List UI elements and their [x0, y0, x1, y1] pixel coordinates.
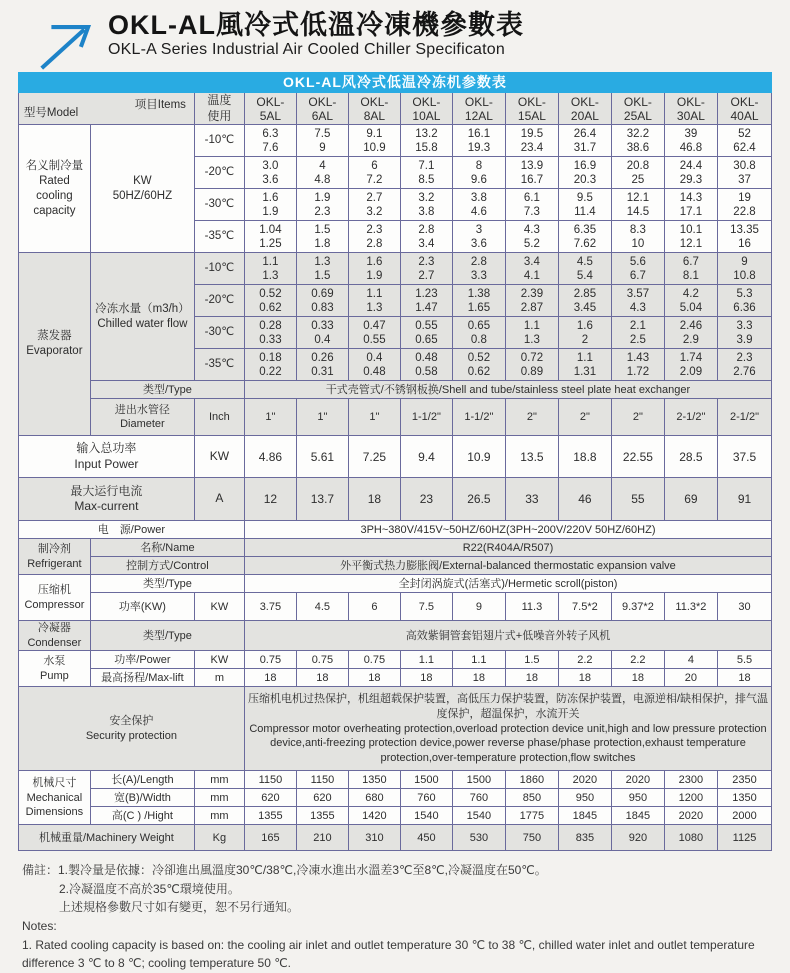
value-cell: OKL- 40AL — [717, 93, 771, 125]
table-row — [18, 478, 771, 521]
value-cell: OKL- 12AL — [452, 93, 505, 125]
pump-power-label: 功率/Power — [90, 651, 194, 669]
value-cell: 1150 — [296, 771, 348, 789]
value-cell: 0.28 0.33 — [244, 317, 296, 349]
value-cell: 9.37*2 — [611, 593, 664, 621]
value-cell: OKL- 6AL — [296, 93, 348, 125]
value-cell: 1-1/2" — [452, 399, 505, 436]
value-cell: 1.23 1.47 — [400, 285, 452, 317]
value-cell: 1350 — [717, 789, 771, 807]
table-row — [18, 771, 771, 789]
table-row — [18, 539, 771, 557]
refrigerant-control-label: 控制方式/Control — [90, 557, 244, 575]
value-cell: 1200 — [664, 789, 717, 807]
value-cell: OKL- 5AL — [244, 93, 296, 125]
evaporator-type-value: 干式壳管式/不锈钢板换/Shell and tube/stainless steel plate heat exchanger — [244, 381, 771, 399]
page-title: OKL-AL風冷式低溫冷凍機參數表 — [108, 10, 524, 40]
value-cell: 6.7 8.1 — [664, 253, 717, 285]
refrigerant-name-label: 名称/Name — [90, 539, 244, 557]
note-line-zh2: 2.冷凝溫度不高於35℃環境使用。 — [59, 881, 240, 896]
height-label: 高(C ) /Hight — [90, 807, 194, 825]
table-row — [18, 399, 771, 436]
value-cell: 1" — [296, 399, 348, 436]
value-cell: 1775 — [505, 807, 558, 825]
table-row — [18, 789, 771, 807]
value-cell: 26.5 — [452, 478, 505, 521]
value-cell: 28.5 — [664, 436, 717, 478]
value-cell: 18 — [558, 669, 611, 687]
value-cell: 0.48 0.58 — [400, 349, 452, 381]
value-cell: 16.1 19.3 — [452, 125, 505, 157]
value-cell: 4 — [664, 651, 717, 669]
value-cell: 1.5 — [505, 651, 558, 669]
value-cell: 7.5 9 — [296, 125, 348, 157]
pump-label: 水泵 Pump — [18, 651, 90, 687]
value-cell: 1.1 1.3 — [505, 317, 558, 349]
value-cell: 950 — [558, 789, 611, 807]
page-subtitle: OKL-A Series Industrial Air Cooled Chiller Specificaton — [108, 41, 505, 59]
value-cell: 2300 — [664, 771, 717, 789]
table-row — [18, 651, 771, 669]
table-row — [18, 436, 771, 478]
pump-lift-unit: m — [194, 669, 244, 687]
value-cell: 9.4 — [400, 436, 452, 478]
value-cell: 16.9 20.3 — [558, 157, 611, 189]
evaporator-label: 蒸发器 Evaporator — [18, 253, 90, 436]
value-cell: 1.3 1.5 — [296, 253, 348, 285]
note-line-en1: 1. Rated cooling capacity is based on: the cooling air inlet and outlet temperature 30 ℃ to 38 ℃, chilled water inlet and outlet temperature difference 3 ℃ to 8 ℃; cooling temperature 50 ℃. — [22, 937, 755, 971]
value-cell: OKL- 25AL — [611, 93, 664, 125]
value-cell: 1.6 2 — [558, 317, 611, 349]
condenser-type-value: 高效紫铜管套铝翅片式+低噪音外转子风机 — [244, 621, 771, 651]
value-cell: 165 — [244, 825, 296, 851]
value-cell: 2.3 2.76 — [717, 349, 771, 381]
value-cell: 0.52 0.62 — [452, 349, 505, 381]
value-cell: 91 — [717, 478, 771, 521]
value-cell: 9 — [452, 593, 505, 621]
value-cell: 52 62.4 — [717, 125, 771, 157]
security-protection-label: 安全保护 Security protection — [18, 687, 244, 771]
value-cell: 3.2 3.8 — [400, 189, 452, 221]
value-cell: OKL- 30AL — [664, 93, 717, 125]
value-cell: 1540 — [452, 807, 505, 825]
value-cell: 2.39 2.87 — [505, 285, 558, 317]
value-cell: 1.1 — [452, 651, 505, 669]
value-cell: 18 — [296, 669, 348, 687]
compressor-power-unit: KW — [194, 593, 244, 621]
notes-section — [0, 851, 790, 973]
pump-power-unit: KW — [194, 651, 244, 669]
table-title: OKL-AL风冷式低温冷冻机参数表 — [18, 73, 771, 93]
value-cell: 30.8 37 — [717, 157, 771, 189]
temp-cell: -10℃ — [194, 253, 244, 285]
condenser-label: 冷凝器 Condenser — [18, 621, 90, 651]
value-cell: 1845 — [558, 807, 611, 825]
table-header-row — [18, 93, 771, 125]
security-protection-text — [244, 687, 771, 771]
value-cell: 0.75 — [348, 651, 400, 669]
temp-cell: -30℃ — [194, 317, 244, 349]
value-cell: 1150 — [244, 771, 296, 789]
value-cell: 18 — [348, 478, 400, 521]
compressor-type-value: 全封闭涡旋式(活塞式)/Hermetic scroll(piston) — [244, 575, 771, 593]
power-supply-label: 电 源/Power — [18, 521, 244, 539]
value-cell: 3.0 3.6 — [244, 157, 296, 189]
value-cell: 13.2 15.8 — [400, 125, 452, 157]
value-cell: 23 — [400, 478, 452, 521]
value-cell: 1500 — [452, 771, 505, 789]
value-cell: 18.8 — [558, 436, 611, 478]
value-cell: 9.5 11.4 — [558, 189, 611, 221]
value-cell: 6 7.2 — [348, 157, 400, 189]
value-cell: 19 22.8 — [717, 189, 771, 221]
refrigerant-control-value: 外平衡式热力膨胀阀/External-balanced thermostatic expansion valve — [244, 557, 771, 575]
value-cell: 2.3 2.7 — [400, 253, 452, 285]
value-cell: 26.4 31.7 — [558, 125, 611, 157]
value-cell: 1.6 1.9 — [244, 189, 296, 221]
value-cell: 0.26 0.31 — [296, 349, 348, 381]
value-cell: 3.75 — [244, 593, 296, 621]
value-cell: 1540 — [400, 807, 452, 825]
diameter-unit: Inch — [194, 399, 244, 436]
value-cell: 0.65 0.8 — [452, 317, 505, 349]
value-cell: 18 — [348, 669, 400, 687]
value-cell: 1.43 1.72 — [611, 349, 664, 381]
value-cell: 4.5 — [296, 593, 348, 621]
value-cell: 37.5 — [717, 436, 771, 478]
value-cell: OKL- 8AL — [348, 93, 400, 125]
height-unit: mm — [194, 807, 244, 825]
value-cell: 1.38 1.65 — [452, 285, 505, 317]
value-cell: 4.86 — [244, 436, 296, 478]
model-items-diagonal-cell — [18, 93, 194, 125]
value-cell: 0.52 0.62 — [244, 285, 296, 317]
note-line-zh1: 備註：1.製冷量是依據：冷卻進出風溫度30℃/38℃,冷凍水進出水溫差3℃至8℃,冷凝溫度在50℃。 — [22, 863, 547, 878]
value-cell: 850 — [505, 789, 558, 807]
spec-table — [18, 72, 772, 851]
value-cell: 18 — [717, 669, 771, 687]
value-cell: 1350 — [348, 771, 400, 789]
value-cell: 2.2 — [611, 651, 664, 669]
value-cell: 2" — [558, 399, 611, 436]
table-row — [18, 825, 771, 851]
value-cell: 1080 — [664, 825, 717, 851]
table-row — [18, 73, 771, 93]
value-cell: 9.1 10.9 — [348, 125, 400, 157]
value-cell: 1.5 1.8 — [296, 221, 348, 253]
value-cell: 11.3 — [505, 593, 558, 621]
value-cell: 20.8 25 — [611, 157, 664, 189]
security-text-zh: 压缩机电机过热保护，机组超载保护装置，高低压力保护装置，防冻保护装置，电源逆相/缺相保护，排气温度保护，超温保护，水流开关 — [247, 693, 769, 720]
value-cell: 310 — [348, 825, 400, 851]
evaporator-type-label: 类型/Type — [90, 381, 244, 399]
value-cell: 1.1 1.3 — [348, 285, 400, 317]
value-cell: 13.9 16.7 — [505, 157, 558, 189]
value-cell: 22.55 — [611, 436, 664, 478]
value-cell: 6.3 7.6 — [244, 125, 296, 157]
value-cell: 18 — [452, 669, 505, 687]
value-cell: 2020 — [558, 771, 611, 789]
value-cell: 6 — [348, 593, 400, 621]
value-cell: 1-1/2" — [400, 399, 452, 436]
table-row — [18, 687, 771, 771]
power-supply-value: 3PH~380V/415V~50HZ/60HZ(3PH~200V/220V 50HZ/60HZ) — [244, 521, 771, 539]
value-cell: 0.55 0.65 — [400, 317, 452, 349]
value-cell: 2.7 3.2 — [348, 189, 400, 221]
table-row — [18, 381, 771, 399]
value-cell: 2.46 2.9 — [664, 317, 717, 349]
value-cell: 33 — [505, 478, 558, 521]
value-cell: 1125 — [717, 825, 771, 851]
value-cell: 750 — [505, 825, 558, 851]
value-cell: 1.1 — [400, 651, 452, 669]
rated-cooling-capacity-label: 名义制冷量 Rated cooling capacity — [18, 125, 90, 253]
value-cell: 1355 — [296, 807, 348, 825]
value-cell: 18 — [505, 669, 558, 687]
refrigerant-name-value: R22(R404A/R507) — [244, 539, 771, 557]
value-cell: 0.75 — [244, 651, 296, 669]
value-cell: 1355 — [244, 807, 296, 825]
value-cell: 835 — [558, 825, 611, 851]
value-cell: 13.35 16 — [717, 221, 771, 253]
table-row — [18, 575, 771, 593]
compressor-power-label: 功率(KW) — [90, 593, 194, 621]
value-cell: 10.1 12.1 — [664, 221, 717, 253]
pump-lift-label: 最高扬程/Max-lift — [90, 669, 194, 687]
value-cell: 2000 — [717, 807, 771, 825]
value-cell: 7.1 8.5 — [400, 157, 452, 189]
value-cell: 0.33 0.4 — [296, 317, 348, 349]
value-cell: 55 — [611, 478, 664, 521]
compressor-label: 压缩机 Compressor — [18, 575, 90, 621]
value-cell: 0.69 0.83 — [296, 285, 348, 317]
value-cell: 24.4 29.3 — [664, 157, 717, 189]
temp-cell: -35℃ — [194, 349, 244, 381]
width-label: 宽(B)/Width — [90, 789, 194, 807]
value-cell: 0.47 0.55 — [348, 317, 400, 349]
input-power-unit: KW — [194, 436, 244, 478]
value-cell: 0.75 — [296, 651, 348, 669]
chilled-water-flow-label: 冷冻水量（m3/h） Chilled water flow — [90, 253, 194, 381]
value-cell: OKL- 10AL — [400, 93, 452, 125]
value-cell: 2020 — [664, 807, 717, 825]
width-unit: mm — [194, 789, 244, 807]
temp-cell: -10℃ — [194, 125, 244, 157]
value-cell: 46 — [558, 478, 611, 521]
value-cell: 4.5 5.4 — [558, 253, 611, 285]
value-cell: 1845 — [611, 807, 664, 825]
table-row — [18, 621, 771, 651]
value-cell: 14.3 17.1 — [664, 189, 717, 221]
value-cell: 20 — [664, 669, 717, 687]
table-row — [18, 521, 771, 539]
refrigerant-label: 制冷剂 Refrigerant — [18, 539, 90, 575]
value-cell: 18 — [244, 669, 296, 687]
note-line-en-head: Notes: — [22, 918, 57, 933]
mechanical-dimensions-label: 机械尺寸 Mechanical Dimensions — [18, 771, 90, 825]
value-cell: 7.25 — [348, 436, 400, 478]
value-cell: 1420 — [348, 807, 400, 825]
value-cell: 32.2 38.6 — [611, 125, 664, 157]
security-text-en: Compressor motor overheating protection,overload protection device unit,high and low pressure protection device,anti-freezing protection device,power reverse phase/phase protection,exhaust temperature protection,over-temperature protection,flow switches — [249, 723, 767, 764]
value-cell: 2.85 3.45 — [558, 285, 611, 317]
value-cell: 950 — [611, 789, 664, 807]
value-cell: 2.3 2.8 — [348, 221, 400, 253]
temp-cell: -30℃ — [194, 189, 244, 221]
table-row — [18, 669, 771, 687]
value-cell: 3.8 4.6 — [452, 189, 505, 221]
value-cell: 3.4 4.1 — [505, 253, 558, 285]
value-cell: 5.6 6.7 — [611, 253, 664, 285]
value-cell: 13.5 — [505, 436, 558, 478]
value-cell: 0.18 0.22 — [244, 349, 296, 381]
value-cell: 30 — [717, 593, 771, 621]
value-cell: 1.1 1.3 — [244, 253, 296, 285]
value-cell: 1.74 2.09 — [664, 349, 717, 381]
diameter-label: 进出水管径 Diameter — [90, 399, 194, 436]
value-cell: 3.3 3.9 — [717, 317, 771, 349]
value-cell: 1.9 2.3 — [296, 189, 348, 221]
value-cell: OKL- 15AL — [505, 93, 558, 125]
value-cell: 2020 — [611, 771, 664, 789]
value-cell: 2-1/2" — [717, 399, 771, 436]
value-cell: 2.8 3.3 — [452, 253, 505, 285]
temp-cell: -35℃ — [194, 221, 244, 253]
value-cell: 760 — [452, 789, 505, 807]
value-cell: 2.1 2.5 — [611, 317, 664, 349]
value-cell: 1" — [244, 399, 296, 436]
value-cell: 12.1 14.5 — [611, 189, 664, 221]
length-label: 长(A)/Length — [90, 771, 194, 789]
value-cell: 69 — [664, 478, 717, 521]
document-header — [0, 0, 790, 72]
table-row — [18, 125, 771, 157]
max-current-label: 最大运行电流 Max-current — [18, 478, 194, 521]
table-row — [18, 557, 771, 575]
value-cell: 19.5 23.4 — [505, 125, 558, 157]
value-cell: 4.3 5.2 — [505, 221, 558, 253]
value-cell: 1.6 1.9 — [348, 253, 400, 285]
value-cell: 5.3 6.36 — [717, 285, 771, 317]
arrow-logo-icon — [34, 14, 92, 72]
machinery-weight-unit: Kg — [194, 825, 244, 851]
value-cell: 7.5*2 — [558, 593, 611, 621]
table-row — [18, 807, 771, 825]
value-cell: 13.7 — [296, 478, 348, 521]
value-cell: 7.5 — [400, 593, 452, 621]
value-cell: 530 — [452, 825, 505, 851]
compressor-type-label: 类型/Type — [90, 575, 244, 593]
value-cell: 2.8 3.4 — [400, 221, 452, 253]
value-cell: 5.5 — [717, 651, 771, 669]
model-label: 型号Model — [23, 107, 79, 120]
value-cell: 4 4.8 — [296, 157, 348, 189]
cooling-unit-label: KW 50HZ/60HZ — [90, 125, 194, 253]
value-cell: 3.57 4.3 — [611, 285, 664, 317]
temp-cell: -20℃ — [194, 157, 244, 189]
value-cell: 9 10.8 — [717, 253, 771, 285]
value-cell: 1.1 1.31 — [558, 349, 611, 381]
note-line-zh3: 上述規格參數尺寸如有變更，恕不另行通知。 — [59, 900, 300, 915]
value-cell: 18 — [611, 669, 664, 687]
value-cell: 620 — [296, 789, 348, 807]
machinery-weight-label: 机械重量/Machinery Weight — [18, 825, 194, 851]
value-cell: 2" — [611, 399, 664, 436]
value-cell: OKL- 20AL — [558, 93, 611, 125]
value-cell: 1860 — [505, 771, 558, 789]
value-cell: 18 — [400, 669, 452, 687]
value-cell: 5.61 — [296, 436, 348, 478]
table-row — [18, 253, 771, 285]
input-power-label: 输入总功率 Input Power — [18, 436, 194, 478]
value-cell: 8.3 10 — [611, 221, 664, 253]
value-cell: 4.2 5.04 — [664, 285, 717, 317]
value-cell: 0.4 0.48 — [348, 349, 400, 381]
temperature-use-header: 温度 使用 — [194, 93, 244, 125]
table-row — [18, 593, 771, 621]
items-label: 项目Items — [134, 99, 186, 111]
value-cell: 6.35 7.62 — [558, 221, 611, 253]
value-cell: 6.1 7.3 — [505, 189, 558, 221]
value-cell: 450 — [400, 825, 452, 851]
temp-cell: -20℃ — [194, 285, 244, 317]
condenser-type-label: 类型/Type — [90, 621, 244, 651]
max-current-unit: A — [194, 478, 244, 521]
value-cell: 620 — [244, 789, 296, 807]
value-cell: 10.9 — [452, 436, 505, 478]
value-cell: 2350 — [717, 771, 771, 789]
value-cell: 210 — [296, 825, 348, 851]
value-cell: 1500 — [400, 771, 452, 789]
value-cell: 2" — [505, 399, 558, 436]
value-cell: 920 — [611, 825, 664, 851]
value-cell: 680 — [348, 789, 400, 807]
value-cell: 2-1/2" — [664, 399, 717, 436]
value-cell: 12 — [244, 478, 296, 521]
value-cell: 3 3.6 — [452, 221, 505, 253]
value-cell: 39 46.8 — [664, 125, 717, 157]
length-unit: mm — [194, 771, 244, 789]
value-cell: 760 — [400, 789, 452, 807]
value-cell: 1" — [348, 399, 400, 436]
value-cell: 8 9.6 — [452, 157, 505, 189]
value-cell: 1.04 1.25 — [244, 221, 296, 253]
value-cell: 11.3*2 — [664, 593, 717, 621]
value-cell: 2.2 — [558, 651, 611, 669]
value-cell: 0.72 0.89 — [505, 349, 558, 381]
